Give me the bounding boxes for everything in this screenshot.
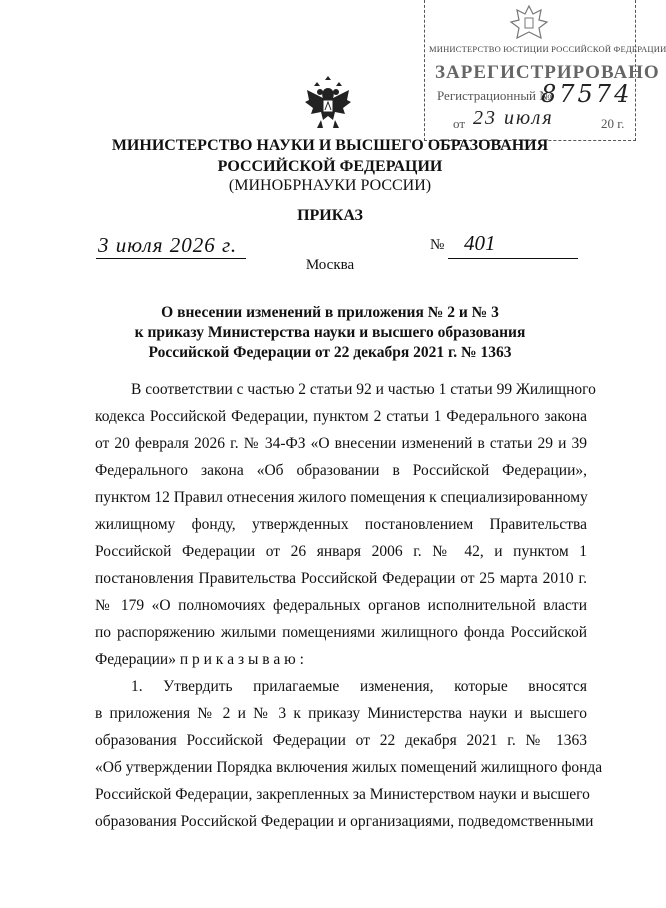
order-date: 3 июля 2026 г. xyxy=(98,233,238,257)
stamp-eagle-emblem-icon xyxy=(507,2,551,44)
body-line: Российской Федерации от 26 января 2006 г. № 42, и пунктом 1 xyxy=(95,543,587,560)
registration-stamp xyxy=(424,0,666,141)
body-line: «Об утверждении Порядка включения жилых помещений жилищного фонда xyxy=(95,759,603,776)
document-type: ПРИКАЗ xyxy=(297,207,363,224)
body-line: пунктом 12 Правил отнесения жилого помещения к специализированному xyxy=(95,489,588,506)
stamp-reg-number: 87574 xyxy=(541,80,633,108)
city: Москва xyxy=(305,257,355,273)
stamp-year-suffix: 20 г. xyxy=(601,116,625,131)
body-line: постановления Правительства Российской Федерации от 25 марта 2010 г. xyxy=(95,570,587,587)
stamp-date-label: от xyxy=(453,116,466,131)
body-line: Российской Федерации, закрепленных за Министерством науки и высшего xyxy=(95,786,590,803)
body-line: № 179 «О полномочиях федеральных органов исполнительной власти xyxy=(95,597,587,614)
subject-line: О внесении изменений в приложения № 2 и № 3 xyxy=(161,304,499,321)
body-line: Федерации» п р и к а з ы в а ю : xyxy=(95,651,304,668)
body-line: от 20 февраля 2026 г. № 34-ФЗ «О внесении изменений в статьи 29 и 39 xyxy=(95,435,587,452)
body-line: Федерального закона «Об образовании в Российской Федерации», xyxy=(95,462,587,479)
ministry-short-name: (МИНОБРНАУКИ РОССИИ) xyxy=(228,177,432,194)
stamp-title: ЗАРЕГИСТРИРОВАНО xyxy=(435,62,660,83)
body-line: образования Российской Федерации от 22 декабря 2021 г. № 1363 xyxy=(95,732,587,749)
body-line: жилищному фонду, утвержденных постановлением Правительства xyxy=(95,516,587,533)
order-number: 401 xyxy=(464,231,496,255)
ministry-name: МИНИСТЕРСТВО НАУКИ И ВЫСШЕГО ОБРАЗОВАНИЯ xyxy=(111,137,549,154)
body-line: в приложения № 2 и № 3 к приказу Министерства науки и высшего xyxy=(95,705,587,722)
body-line: В соответствии с частью 2 статьи 92 и частью 1 статьи 99 Жилищного xyxy=(131,381,596,398)
body-line: по распоряжению жилыми помещениями жилищного фонда Российской xyxy=(95,624,587,641)
body-line: 1. Утвердить прилагаемые изменения, которые вносятся xyxy=(131,678,587,695)
subject-line: Российской Федерации от 22 декабря 2021 г. № 1363 xyxy=(148,344,512,361)
stamp-date-value: 23 июля xyxy=(473,107,554,129)
subject-line: к приказу Министерства науки и высшего образования xyxy=(134,324,526,341)
coat-of-arms-icon xyxy=(303,70,353,130)
body-line: образования Российской Федерации и организациями, подведомственными xyxy=(95,813,594,830)
ministry-name-line2: РОССИЙСКОЙ ФЕДЕРАЦИИ xyxy=(217,158,443,175)
stamp-reg-label: Регистрационный № xyxy=(437,88,552,103)
order-number-label: № xyxy=(430,237,445,253)
stamp-org-line: МИНИСТЕРСТВО ЮСТИЦИИ РОССИЙСКОЙ ФЕДЕРАЦИИ xyxy=(429,44,666,54)
body-line: кодекса Российской Федерации, пунктом 2 статьи 1 Федерального закона xyxy=(95,408,587,425)
